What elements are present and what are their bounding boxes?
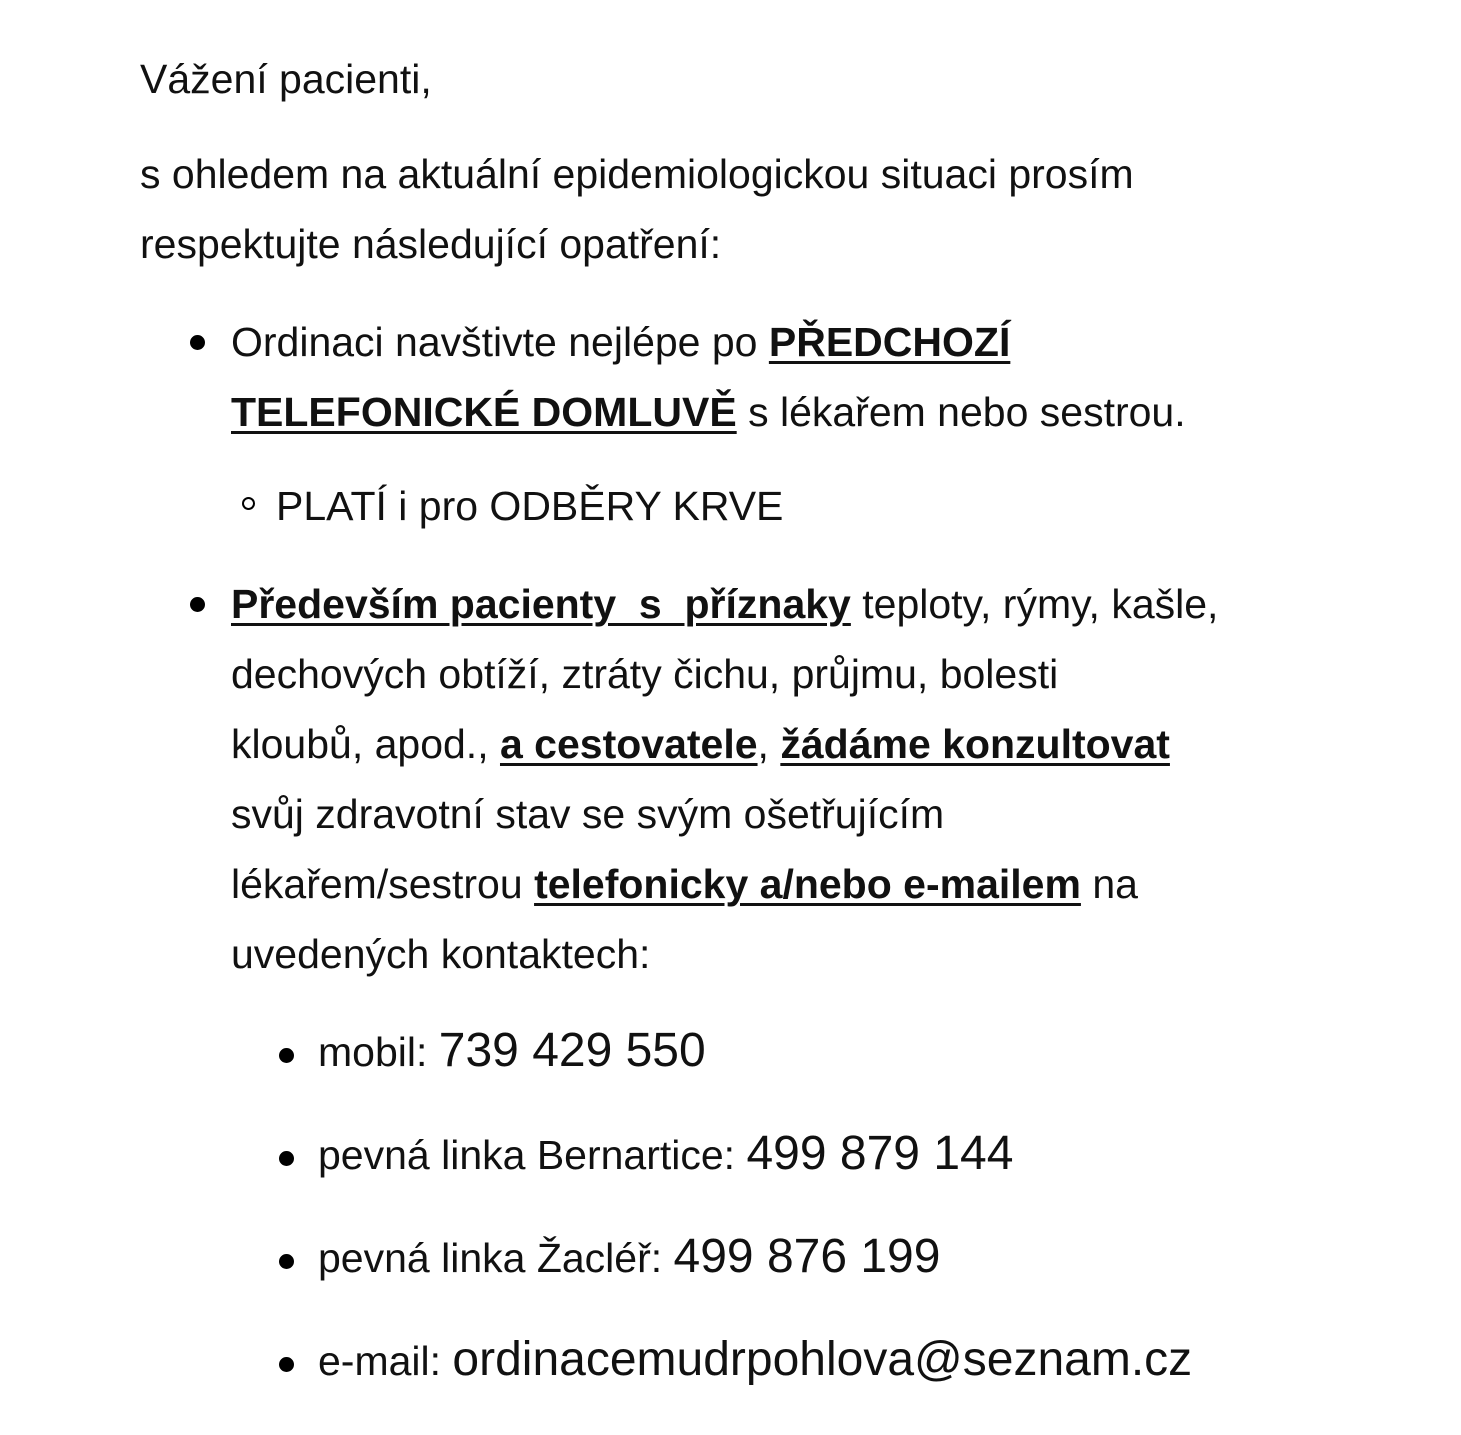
item1-line1 [231, 317, 1010, 367]
item2-emphasis-contact: telefonicky a/nebo e-mailem [534, 861, 1081, 907]
item2-emphasis-travellers: a cestovatele [499, 721, 758, 767]
item2-line3-pre: kloubů, apod., [231, 721, 500, 767]
intro-line-2: respektujte následující opatření: [140, 221, 722, 267]
contact-value: 499 876 199 [673, 1230, 941, 1283]
item1-emphasis-1: PŘEDCHOZÍ [768, 319, 1011, 365]
email-link[interactable]: ordinacemudrpohlova@seznam.cz [452, 1333, 1193, 1386]
item1-line2 [231, 387, 1186, 437]
contact-label: mobil: [318, 1029, 439, 1075]
contact-label: pevná linka Žacléř: [318, 1235, 674, 1281]
bullet-icon [279, 1357, 294, 1372]
bullet-icon [279, 1048, 294, 1063]
item2-emphasis-start: Především pacienty s příznaky [231, 581, 851, 627]
greeting: Vážení pacienti, [140, 56, 432, 102]
item2-line5-pre: lékařem/sestrou [231, 861, 535, 907]
item1-post: s lékařem nebo sestrou. [736, 389, 1186, 435]
item1-pre: Ordinaci navštivte nejlépe po [231, 319, 769, 365]
contact-label: pevná linka Bernartice: [318, 1132, 747, 1178]
item2-line5-post: na [1080, 861, 1138, 907]
contact-mobile [318, 1026, 706, 1077]
item2-line1 [231, 579, 1218, 629]
item2-line5 [231, 859, 1138, 909]
item2-line2: dechových obtíží, ztráty čichu, průjmu, bolesti [231, 651, 1059, 697]
item2-line4: svůj zdravotní stav se svým ošetřujícím [231, 791, 945, 837]
item2-line3 [231, 719, 1170, 769]
circle-bullet-icon [242, 497, 255, 510]
bullet-icon [279, 1151, 294, 1166]
contact-zacler [318, 1232, 940, 1283]
contact-email [318, 1335, 1192, 1386]
contact-value: 739 429 550 [438, 1024, 706, 1077]
bullet-icon [190, 335, 205, 350]
item1-emphasis-2: TELEFONICKÉ DOMLUVĚ [231, 389, 737, 435]
item2-line6: uvedených kontaktech: [231, 931, 651, 977]
item2-emphasis-consult: žádáme konzultovat [780, 721, 1170, 767]
contact-label: e-mail: [318, 1338, 453, 1384]
item1-sub: PLATÍ i pro ODBĚRY KRVE [276, 483, 784, 529]
intro-line-1: s ohledem na aktuální epidemiologickou situaci prosím [140, 151, 1134, 197]
contact-bernartice [318, 1129, 1013, 1180]
item2-line3-comma: , [757, 721, 781, 767]
bullet-icon [190, 597, 205, 612]
contact-value: 499 879 144 [746, 1127, 1014, 1180]
bullet-icon [279, 1254, 294, 1269]
item2-line1-rest: teploty, rýmy, kašle, [850, 581, 1219, 627]
